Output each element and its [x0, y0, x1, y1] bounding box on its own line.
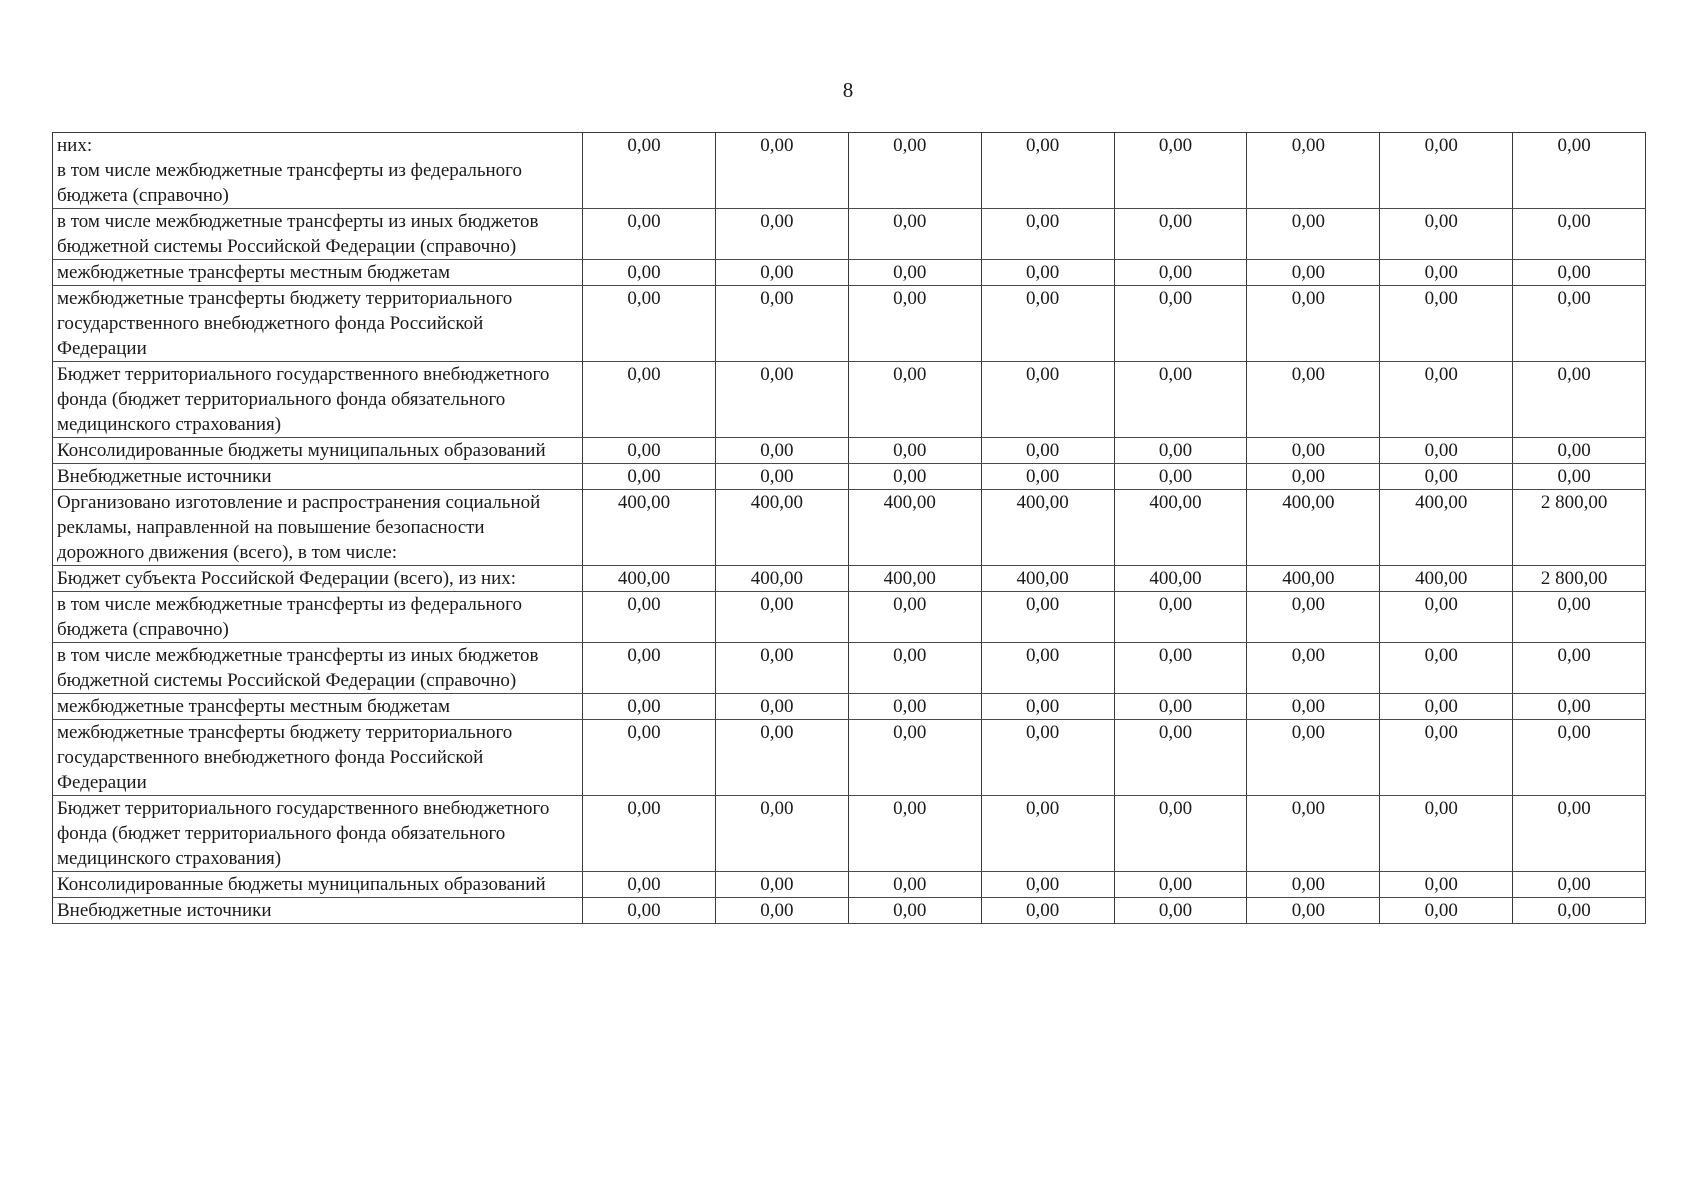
value-cell: 0,00 [1114, 286, 1247, 362]
value-cell: 0,00 [715, 260, 848, 286]
value-cell: 0,00 [981, 260, 1114, 286]
value-cell: 400,00 [981, 490, 1114, 566]
row-label: межбюджетные трансферты местным бюджетам [53, 694, 583, 720]
value-cell: 0,00 [583, 592, 716, 643]
value-cell: 0,00 [1247, 286, 1380, 362]
value-cell: 0,00 [1247, 720, 1380, 796]
budget-table [52, 132, 1646, 924]
value-cell: 400,00 [1114, 566, 1247, 592]
value-cell: 0,00 [1513, 872, 1646, 898]
table-row [53, 796, 1646, 872]
table-row [53, 720, 1646, 796]
value-cell: 0,00 [1114, 872, 1247, 898]
value-cell: 400,00 [848, 490, 981, 566]
value-cell: 0,00 [981, 592, 1114, 643]
value-cell: 0,00 [1513, 362, 1646, 438]
value-cell: 0,00 [848, 286, 981, 362]
value-cell: 0,00 [981, 694, 1114, 720]
table-row [53, 898, 1646, 924]
table-row [53, 133, 1646, 209]
value-cell: 400,00 [583, 566, 716, 592]
value-cell: 0,00 [1380, 464, 1513, 490]
table-row [53, 260, 1646, 286]
value-cell: 0,00 [1513, 592, 1646, 643]
value-cell: 0,00 [981, 362, 1114, 438]
value-cell: 0,00 [1114, 720, 1247, 796]
value-cell: 0,00 [583, 464, 716, 490]
value-cell: 0,00 [848, 260, 981, 286]
value-cell: 0,00 [715, 286, 848, 362]
value-cell: 0,00 [715, 438, 848, 464]
value-cell: 0,00 [1513, 438, 1646, 464]
value-cell: 0,00 [1513, 133, 1646, 209]
value-cell: 0,00 [1380, 694, 1513, 720]
value-cell: 0,00 [1380, 133, 1513, 209]
value-cell: 0,00 [848, 720, 981, 796]
row-label: Бюджет территориального государственного внебюджетного фонда (бюджет территориального фонда обязательного медицинского страхования) [53, 796, 583, 872]
value-cell: 0,00 [583, 872, 716, 898]
row-label: Консолидированные бюджеты муниципальных образований [53, 872, 583, 898]
value-cell: 0,00 [583, 133, 716, 209]
value-cell: 0,00 [1114, 464, 1247, 490]
value-cell: 0,00 [1513, 796, 1646, 872]
value-cell: 0,00 [848, 133, 981, 209]
value-cell: 0,00 [1247, 438, 1380, 464]
value-cell: 0,00 [1247, 694, 1380, 720]
value-cell: 2 800,00 [1513, 490, 1646, 566]
value-cell: 0,00 [1247, 464, 1380, 490]
value-cell: 0,00 [583, 260, 716, 286]
value-cell: 0,00 [1380, 209, 1513, 260]
row-label: Внебюджетные источники [53, 898, 583, 924]
table-row [53, 694, 1646, 720]
table-row [53, 464, 1646, 490]
row-label: межбюджетные трансферты местным бюджетам [53, 260, 583, 286]
row-label: Внебюджетные источники [53, 464, 583, 490]
value-cell: 400,00 [1247, 566, 1380, 592]
value-cell: 0,00 [1380, 362, 1513, 438]
value-cell: 0,00 [1114, 209, 1247, 260]
value-cell: 0,00 [848, 464, 981, 490]
value-cell: 0,00 [715, 872, 848, 898]
value-cell: 0,00 [981, 643, 1114, 694]
row-label: них: в том числе межбюджетные трансферты из федерального бюджета (справочно) [53, 133, 583, 209]
value-cell: 0,00 [1247, 643, 1380, 694]
value-cell: 0,00 [1114, 260, 1247, 286]
value-cell: 0,00 [1380, 438, 1513, 464]
value-cell: 0,00 [715, 209, 848, 260]
value-cell: 0,00 [848, 643, 981, 694]
value-cell: 0,00 [1380, 286, 1513, 362]
value-cell: 0,00 [848, 898, 981, 924]
value-cell: 0,00 [981, 209, 1114, 260]
value-cell: 0,00 [1247, 872, 1380, 898]
value-cell: 400,00 [583, 490, 716, 566]
value-cell: 0,00 [1513, 464, 1646, 490]
table-row [53, 872, 1646, 898]
value-cell: 0,00 [981, 286, 1114, 362]
value-cell: 0,00 [848, 209, 981, 260]
row-label: в том числе межбюджетные трансферты из иных бюджетов бюджетной системы Российской Федерации (справочно) [53, 209, 583, 260]
value-cell: 0,00 [848, 872, 981, 898]
value-cell: 400,00 [715, 490, 848, 566]
table-row [53, 592, 1646, 643]
row-label: Бюджет территориального государственного внебюджетного фонда (бюджет территориального фонда обязательного медицинского страхования) [53, 362, 583, 438]
table-row [53, 286, 1646, 362]
value-cell: 0,00 [1513, 694, 1646, 720]
value-cell: 0,00 [848, 362, 981, 438]
value-cell: 0,00 [1247, 209, 1380, 260]
value-cell: 400,00 [1114, 490, 1247, 566]
page-number: 8 [842, 78, 854, 102]
table-row [53, 566, 1646, 592]
value-cell: 0,00 [981, 898, 1114, 924]
value-cell: 0,00 [1247, 260, 1380, 286]
value-cell: 0,00 [715, 720, 848, 796]
value-cell: 400,00 [848, 566, 981, 592]
value-cell: 0,00 [848, 796, 981, 872]
table-row [53, 209, 1646, 260]
value-cell: 0,00 [1114, 438, 1247, 464]
value-cell: 0,00 [583, 643, 716, 694]
value-cell: 0,00 [848, 438, 981, 464]
value-cell: 0,00 [583, 898, 716, 924]
value-cell: 0,00 [1380, 872, 1513, 898]
value-cell: 0,00 [715, 898, 848, 924]
value-cell: 0,00 [1380, 592, 1513, 643]
value-cell: 0,00 [715, 592, 848, 643]
row-label: в том числе межбюджетные трансферты из федерального бюджета (справочно) [53, 592, 583, 643]
value-cell: 0,00 [1114, 796, 1247, 872]
value-cell: 0,00 [583, 362, 716, 438]
value-cell: 0,00 [583, 694, 716, 720]
budget-table-body [53, 133, 1646, 924]
value-cell: 0,00 [1114, 362, 1247, 438]
value-cell: 0,00 [981, 720, 1114, 796]
value-cell: 0,00 [1513, 643, 1646, 694]
value-cell: 0,00 [1114, 643, 1247, 694]
value-cell: 0,00 [1380, 796, 1513, 872]
value-cell: 0,00 [715, 796, 848, 872]
value-cell: 0,00 [1513, 286, 1646, 362]
value-cell: 0,00 [1380, 720, 1513, 796]
value-cell: 0,00 [583, 286, 716, 362]
value-cell: 0,00 [981, 133, 1114, 209]
table-row [53, 643, 1646, 694]
value-cell: 400,00 [715, 566, 848, 592]
value-cell: 0,00 [1247, 592, 1380, 643]
value-cell: 0,00 [715, 694, 848, 720]
value-cell: 0,00 [583, 438, 716, 464]
value-cell: 0,00 [1380, 643, 1513, 694]
value-cell: 0,00 [1114, 133, 1247, 209]
row-label: межбюджетные трансферты бюджету территориального государственного внебюджетного фонда Российской Федерации [53, 720, 583, 796]
value-cell: 0,00 [715, 464, 848, 490]
value-cell: 400,00 [981, 566, 1114, 592]
value-cell: 0,00 [1380, 260, 1513, 286]
value-cell: 0,00 [1247, 133, 1380, 209]
value-cell: 400,00 [1247, 490, 1380, 566]
value-cell: 0,00 [848, 694, 981, 720]
row-label: Бюджет субъекта Российской Федерации (всего), из них: [53, 566, 583, 592]
row-label: Организовано изготовление и распространения социальной рекламы, направленной на повышение безопасности дорожного движения (всего), в том числе: [53, 490, 583, 566]
value-cell: 0,00 [583, 720, 716, 796]
value-cell: 0,00 [1114, 592, 1247, 643]
value-cell: 0,00 [715, 133, 848, 209]
value-cell: 0,00 [1114, 694, 1247, 720]
value-cell: 400,00 [1380, 490, 1513, 566]
value-cell: 0,00 [981, 438, 1114, 464]
value-cell: 0,00 [981, 464, 1114, 490]
value-cell: 0,00 [583, 209, 716, 260]
value-cell: 0,00 [1513, 260, 1646, 286]
table-row [53, 490, 1646, 566]
value-cell: 0,00 [1247, 796, 1380, 872]
value-cell: 0,00 [1380, 898, 1513, 924]
row-label: межбюджетные трансферты бюджету территориального государственного внебюджетного фонда Российской Федерации [53, 286, 583, 362]
table-row [53, 438, 1646, 464]
value-cell: 0,00 [1513, 209, 1646, 260]
value-cell: 0,00 [1247, 362, 1380, 438]
value-cell: 0,00 [1247, 898, 1380, 924]
table-row [53, 362, 1646, 438]
value-cell: 0,00 [715, 643, 848, 694]
value-cell: 0,00 [981, 872, 1114, 898]
value-cell: 0,00 [848, 592, 981, 643]
row-label: в том числе межбюджетные трансферты из иных бюджетов бюджетной системы Российской Федерации (справочно) [53, 643, 583, 694]
value-cell: 0,00 [1513, 898, 1646, 924]
value-cell: 0,00 [715, 362, 848, 438]
value-cell: 0,00 [1513, 720, 1646, 796]
value-cell: 0,00 [583, 796, 716, 872]
value-cell: 0,00 [1114, 898, 1247, 924]
value-cell: 0,00 [981, 796, 1114, 872]
value-cell: 2 800,00 [1513, 566, 1646, 592]
value-cell: 400,00 [1380, 566, 1513, 592]
row-label: Консолидированные бюджеты муниципальных образований [53, 438, 583, 464]
